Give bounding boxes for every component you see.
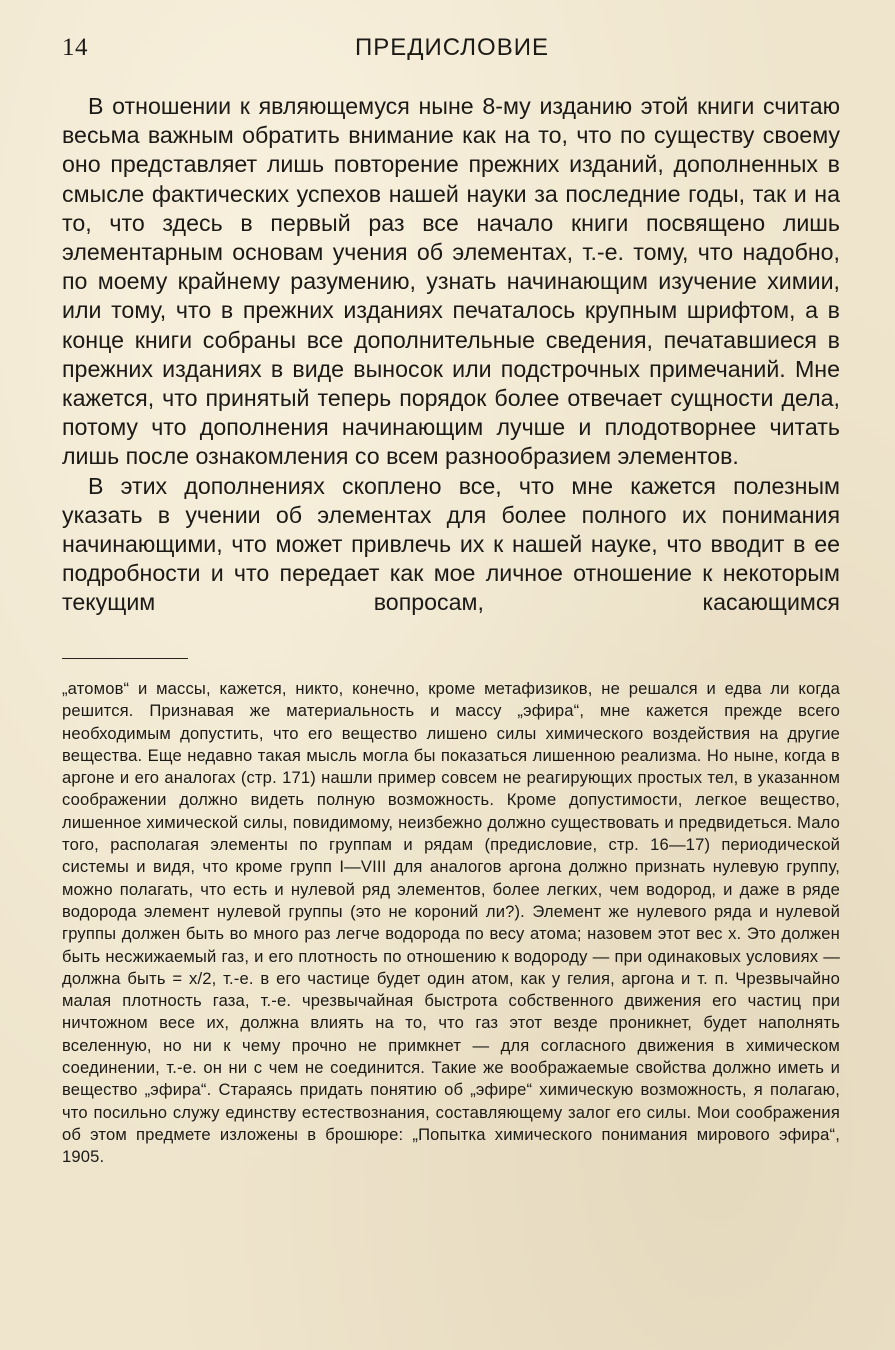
paragraph-1: В отношении к являющемуся ныне 8-му изданию этой книги считаю весьма важным обратить внимание как на то, что по существу своему оно представляет лишь повторение прежних изданий, дополненных в смысле фактических успехов нашей науки за последние годы, так и на то, что здесь в первый раз все начало книги посвящено лишь элементарным основам учения об элементах, т.-е. тому, что надобно, по моему крайнему разумению, узнать начинающим изучение химии, или тому, что в прежних изданиях печаталось крупным шрифтом, а в конце книги собраны все дополнительные сведения, печатавшиеся в прежних изданиях в виде выносок или подстрочных примечаний. Мне кажется, что принятый теперь порядок более отвечает сущности дела, потому что дополнения начинающим лучше и плодотворнее читать лишь после ознакомления со всем разнообразием элементов.: [62, 93, 840, 470]
footnote-separator: [62, 658, 188, 659]
page-number: 14: [62, 34, 88, 61]
footnote: [62, 678, 840, 1169]
paragraph-2: В этих дополнениях скоплено все, что мне кажется полезным указать в учении об элементах для более полного их понимания начинающими, что может привлечь их к нашей науке, что вводит в ее подробности и что передает как мое личное отношение к некоторым текущим вопросам, касающимся: [62, 472, 840, 616]
running-head: ПРЕДИСЛОВИЕ: [355, 34, 549, 61]
page-header: [62, 30, 842, 70]
main-text: [62, 92, 840, 618]
footnote-text: „атомов“ и массы, кажется, никто, конечно, кроме метафизиков, не решался и едва ли когда решится. Признавая же материальность и массу „эфира“, мне кажется прежде всего необходимым допустить, что его вещество лишено силы химического воздействия на другие вещества. Еще недавно такая мысль могла бы показаться лишенною реализма. Но ныне, когда в аргоне и его аналогах (стр. 171) нашли пример совсем не реагирующих простых тел, в указанном соображении должно видеть полную возможность. Кроме допустимости, легкое вещество, лишенное химической силы, повидимому, неизбежно должно существовать и предвидеться. Мало того, располагая элементы по группам и рядам (предисловие, стр. 16—17) периодической системы и видя, что кроме групп I—VIII для аналогов аргона должно признать нулевую группу, можно полагать, что есть и нулевой ряд элементов, более легких, чем водород, и даже в ряде водорода элемент нулевой группы (это не короний ли?). Элемент же нулевого ряда и нулевой группы должен быть во много раз легче водорода по весу атома; назовем этот вес x. Это должен быть несжижаемый газ, и его плотность по отношению к водороду — при одинаковых условиях — должна быть = x/2, т.-е. в его частице будет один атом, как у гелия, аргона и т. п. Чрезвычайно малая плотность газа, т.-е. чрезвычайная быстрота собственного движения его частиц при ничтожном весе их, должна влиять на то, что газ этот везде проникнет, будет наполнять вселенную, но ни к чему прочно не примкнет — для согласного движения в химическом соединении, т.-е. он ни с чем не соединится. Такие же воображаемые свойства должно иметь и вещество „эфира“. Стараясь придать понятию об „эфире“ химическую возможность, я полагаю, что посильно служу единству естествознания, составляющему залог его силы. Мои соображения об этом предмете изложены в брошюре: „Попытка химического понимания мирового эфира“, 1905.: [62, 679, 840, 1167]
